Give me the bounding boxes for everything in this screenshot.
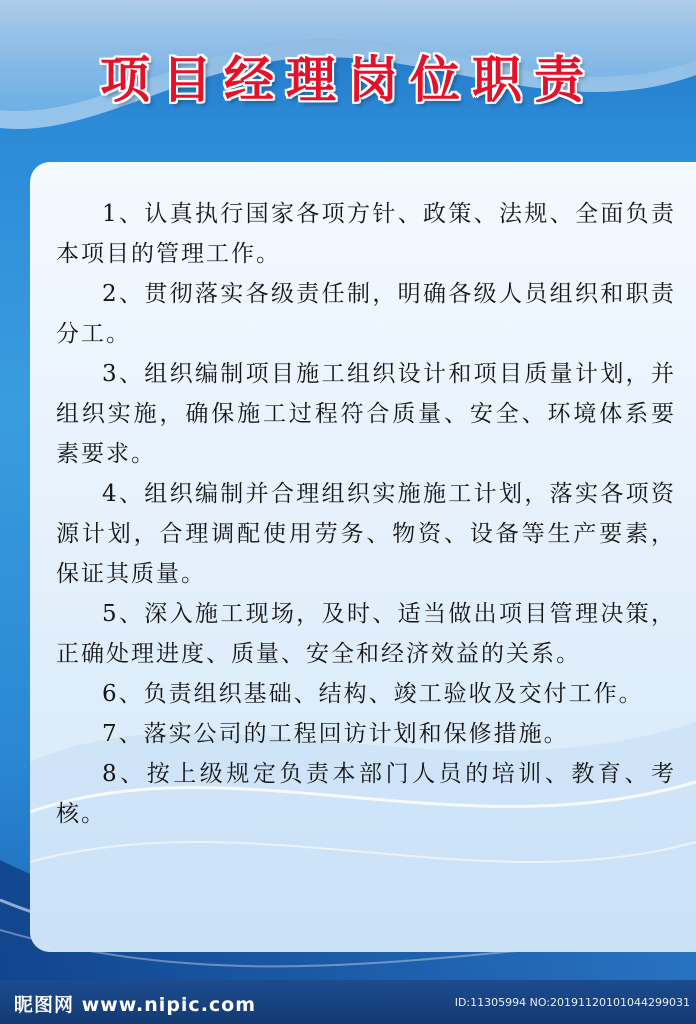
duty-item-6: 6、负责组织基础、结构、竣工验收及交付工作。 [102, 681, 644, 707]
duty-item-2: 2、贯彻落实各级责任制，明确各级人员组织和职责分工。 [56, 281, 676, 347]
duties-list [56, 194, 676, 834]
watermark-logo: 昵图网 www.nipic.com [14, 994, 257, 1016]
page-title: 项目经理岗位职责 [100, 51, 596, 109]
content-panel [30, 162, 696, 952]
duty-item-7: 7、落实公司的工程回访计划和保修措施。 [102, 721, 569, 747]
duty-item-8: 8、按上级规定负责本部门人员的培训、教育、考核。 [56, 761, 676, 827]
watermark-id: ID:11305994 NO:20191120101044299031 [454, 996, 690, 1009]
duty-item-4: 4、组织编制并合理组织实施施工计划，落实各项资源计划，合理调配使用劳务、物资、设备等生产要素，保证其质量。 [56, 481, 676, 587]
duty-item-1: 1、认真执行国家各项方针、政策、法规、全面负责本项目的管理工作。 [56, 201, 676, 267]
duty-item-3: 3、组织编制项目施工组织设计和项目质量计划，并组织实施，确保施工过程符合质量、安全、环境体系要素要求。 [56, 361, 676, 467]
duty-item-5: 5、深入施工现场，及时、适当做出项目管理决策，正确处理进度、质量、安全和经济效益的关系。 [56, 601, 676, 667]
